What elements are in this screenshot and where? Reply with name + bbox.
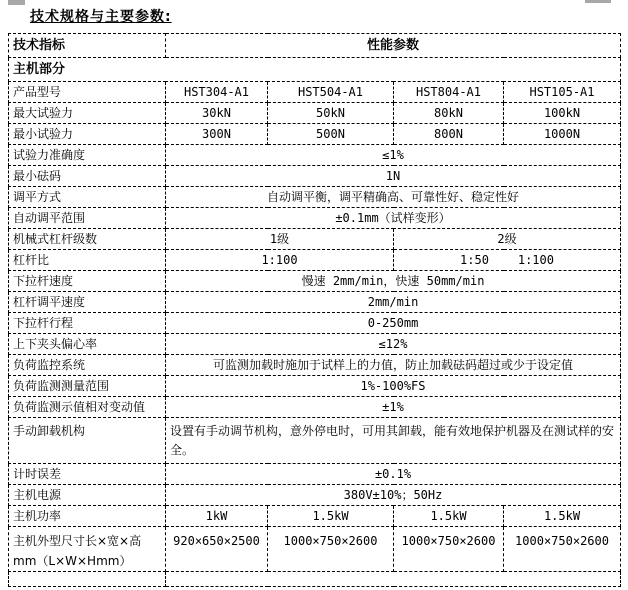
- row-value: 100kN: [504, 103, 621, 124]
- cropped-gray-bar-right: [585, 0, 611, 3]
- row-value: 920×650×2500: [166, 527, 268, 572]
- table-header-row: [9, 34, 621, 58]
- row-label: 最大试验力: [9, 103, 166, 124]
- row-value-left: 1:100: [166, 250, 394, 271]
- section-title: 主机部分: [9, 58, 621, 82]
- row-value: HST504-A1: [268, 82, 394, 103]
- row-label: 负荷监测示值相对变动值: [9, 397, 166, 418]
- row-label: 机械式杠杆级数: [9, 229, 166, 250]
- table-row: [9, 418, 621, 464]
- row-label: 手动卸载机构: [9, 418, 166, 464]
- row-label: 杠杆调平速度: [9, 292, 166, 313]
- table-row: [9, 250, 621, 271]
- page-title: 技术规格与主要参数:: [30, 9, 172, 25]
- row-label: 计时误差: [9, 464, 166, 485]
- table-row: [9, 103, 621, 124]
- row-value: 慢速 2mm/min，快速 50mm/min: [166, 271, 621, 292]
- table-row: [9, 208, 621, 229]
- table-row: [9, 292, 621, 313]
- row-label: 试验力准确度: [9, 145, 166, 166]
- row-value: HST804-A1: [394, 82, 504, 103]
- table-row: [9, 527, 621, 572]
- table-row-empty: [9, 572, 621, 587]
- row-value: 1.5kW: [504, 506, 621, 527]
- cropped-gray-bar-left: [8, 0, 25, 5]
- row-value: ±0.1%: [166, 464, 621, 485]
- row-label-line1: 主机外型尺寸长×宽×高: [13, 534, 142, 548]
- row-label: 调平方式: [9, 187, 166, 208]
- row-value: 1000×750×2600: [394, 527, 504, 572]
- table-row: [9, 485, 621, 506]
- row-label: 负荷监控系统: [9, 355, 166, 376]
- row-value-right: 2级: [394, 229, 621, 250]
- empty-cell: [166, 572, 621, 587]
- row-value: 1N: [166, 166, 621, 187]
- header-indicator: 技术指标: [9, 34, 166, 58]
- row-value: 380V±10%；50Hz: [166, 485, 621, 506]
- table-row: [9, 271, 621, 292]
- row-label: 自动调平范围: [9, 208, 166, 229]
- row-value: 30kN: [166, 103, 268, 124]
- row-label: 产品型号: [9, 82, 166, 103]
- row-value: 1000N: [504, 124, 621, 145]
- row-value: 1%-100%FS: [166, 376, 621, 397]
- row-value-left: 1级: [166, 229, 394, 250]
- row-value: 1kW: [166, 506, 268, 527]
- row-label: 主机功率: [9, 506, 166, 527]
- table-row: [9, 82, 621, 103]
- row-value: 可监测加载时施加于试样上的力值，防止加载砝码超过或少于设定值: [166, 355, 621, 376]
- row-value: 1.5kW: [268, 506, 394, 527]
- row-value: ≤1%: [166, 145, 621, 166]
- row-label: 下拉杆速度: [9, 271, 166, 292]
- row-value: 0-250mm: [166, 313, 621, 334]
- table-row: [9, 397, 621, 418]
- table-row: [9, 124, 621, 145]
- row-value: 1.5kW: [394, 506, 504, 527]
- table-row: [9, 145, 621, 166]
- row-value: HST304-A1: [166, 82, 268, 103]
- row-label: 负荷监测测量范围: [9, 376, 166, 397]
- row-value: HST105-A1: [504, 82, 621, 103]
- row-value: 80kN: [394, 103, 504, 124]
- table-row: [9, 464, 621, 485]
- row-value: 500N: [268, 124, 394, 145]
- table-row: [9, 166, 621, 187]
- row-value: 1000×750×2600: [268, 527, 394, 572]
- row-label: 下拉杆行程: [9, 313, 166, 334]
- spec-table: [8, 33, 621, 587]
- row-label: 最小砝码: [9, 166, 166, 187]
- row-label: 杠杆比: [9, 250, 166, 271]
- row-label: [9, 527, 166, 572]
- row-value: ≤12%: [166, 334, 621, 355]
- table-row: [9, 229, 621, 250]
- row-label: 最小试验力: [9, 124, 166, 145]
- row-value: 自动调平衡，调平精确高、可靠性好、稳定性好: [166, 187, 621, 208]
- table-row: [9, 376, 621, 397]
- row-value: ±1%: [166, 397, 621, 418]
- section-row: [9, 58, 621, 82]
- table-row: [9, 506, 621, 527]
- row-label: 上下夹头偏心率: [9, 334, 166, 355]
- row-value: 50kN: [268, 103, 394, 124]
- row-value-right: 1:50 1:100: [394, 250, 621, 271]
- table-row: [9, 355, 621, 376]
- row-value: 2mm/min: [166, 292, 621, 313]
- empty-cell: [9, 572, 166, 587]
- row-label-line2: mm（L×W×Hmm）: [13, 554, 132, 568]
- row-value: ±0.1mm（试样变形）: [166, 208, 621, 229]
- table-row: [9, 334, 621, 355]
- row-value: 800N: [394, 124, 504, 145]
- header-performance: 性能参数: [166, 34, 621, 58]
- row-value: 设置有手动调节机构，意外停电时，可用其卸载，能有效地保护机器及在测试样的安全。: [166, 418, 621, 464]
- row-label: 主机电源: [9, 485, 166, 506]
- row-value: 300N: [166, 124, 268, 145]
- row-value: 1000×750×2600: [504, 527, 621, 572]
- table-row: [9, 313, 621, 334]
- table-row: [9, 187, 621, 208]
